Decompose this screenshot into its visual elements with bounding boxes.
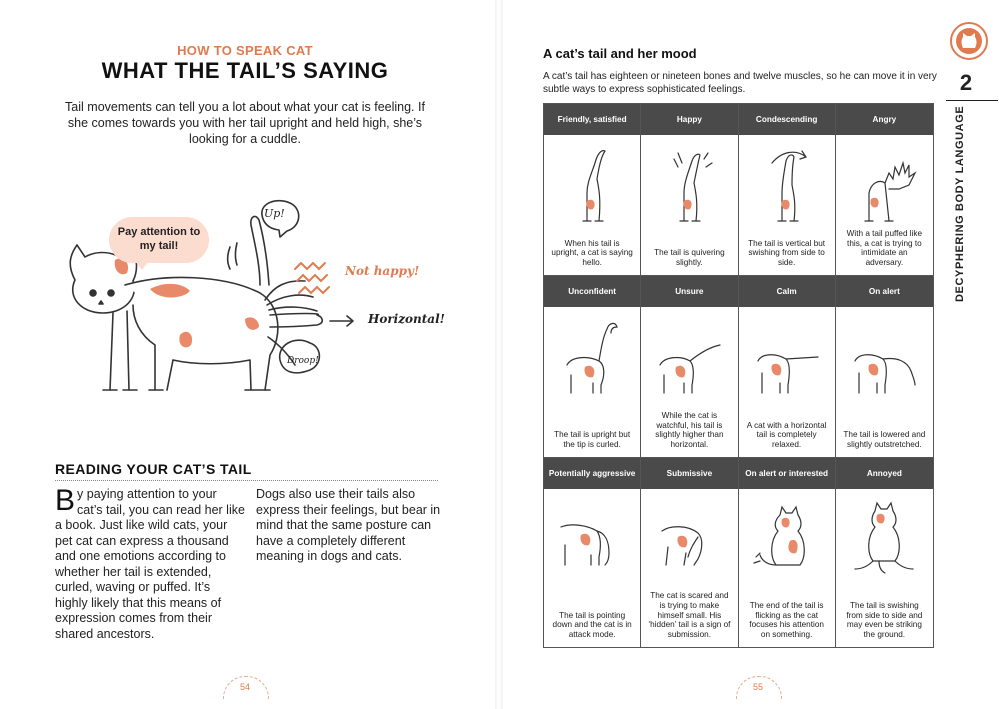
cell-caption: The tail is swishing from side to side and may even be striking the ground. xyxy=(846,600,923,640)
grid-row xyxy=(544,104,933,275)
body-column-1 xyxy=(55,484,245,642)
grid-cell-annoyed xyxy=(836,458,933,647)
grid-cell-happy xyxy=(641,104,738,275)
chapter-title: DECYPHERING BODY LANGUAGE xyxy=(954,105,966,302)
section-kicker: HOW TO SPEAK CAT xyxy=(177,43,313,58)
grid-cell-condescending xyxy=(739,104,836,275)
cell-header: Friendly, satisfied xyxy=(544,104,640,135)
grid-cell-submissive xyxy=(641,458,738,647)
table-title: A cat’s tail and her mood xyxy=(543,46,697,61)
tail-mood-grid xyxy=(543,103,934,648)
cell-caption: When his tail is upright, a cat is saying hello. xyxy=(551,238,633,268)
grid-cell-angry xyxy=(836,104,933,275)
cat-sitting-flicking-tail-icon xyxy=(752,497,822,577)
cell-caption: The cat is scared and is trying to make himself small. His ‘hidden’ tail is a sign of submission. xyxy=(648,591,731,640)
body-column-2: Dogs also use their tails also express their feelings, but bear in mind that the same posture can have a completely different meaning in dogs and cats. xyxy=(256,487,441,563)
grid-cell-unconfident xyxy=(544,276,641,457)
page-number-left: 54 xyxy=(225,682,265,692)
cell-header: On alert xyxy=(836,276,933,307)
grid-row xyxy=(544,275,933,457)
cell-caption: The tail is lowered and slightly outstretched. xyxy=(843,430,926,450)
page-number-right: 55 xyxy=(738,682,778,692)
cat-rear-puffed-tail-icon xyxy=(849,143,919,223)
grid-cell-on-alert-interested xyxy=(739,458,836,647)
cat-head-badge-icon xyxy=(950,22,988,60)
label-up: Up! xyxy=(264,207,285,220)
cat-side-raised-tail-icon xyxy=(654,315,724,395)
cat-sitting-swishing-tail-icon xyxy=(849,497,919,577)
cat-side-pointing-down-tail-icon xyxy=(557,497,627,577)
chapter-sidebar xyxy=(946,0,998,709)
cat-side-curled-tail-icon xyxy=(557,315,627,395)
cell-header: Unsure xyxy=(641,276,737,307)
cat-tail-illustration xyxy=(55,185,465,405)
cell-header: Unconfident xyxy=(544,276,640,307)
left-page xyxy=(0,0,490,709)
grid-cell-friendly xyxy=(544,104,641,275)
cat-rear-upright-tail-icon xyxy=(557,143,627,223)
drop-cap: B xyxy=(55,484,76,517)
cell-caption: The tail is vertical but swishing from side to side. xyxy=(748,238,826,268)
cell-caption: A cat with a horizontal tail is completely relaxed. xyxy=(746,420,827,450)
grid-row xyxy=(544,457,933,647)
label-horizontal: Horizontal! xyxy=(368,312,445,326)
right-page xyxy=(499,0,999,709)
body-column-1-text: y paying attention to your cat’s tail, you can read her like a book. Just like wild cats, your pet cat can express a thousand and one emotions according to whether her tail is extended, curled, waving or puffed. It’s highly likely that this means of expression comes from their shared ancestors. xyxy=(55,487,245,641)
cell-header: Potentially aggressive xyxy=(544,458,640,489)
cell-header: Happy xyxy=(641,104,737,135)
cell-header: Angry xyxy=(836,104,933,135)
cell-header: Submissive xyxy=(641,458,737,489)
chapter-number: 2 xyxy=(959,70,973,95)
speech-bubble: Pay attention to my tail! xyxy=(109,217,209,263)
cat-rear-swishing-tail-icon xyxy=(752,143,822,223)
cell-caption: The end of the tail is flicking as the cat focuses his attention on something. xyxy=(749,600,824,640)
grid-cell-calm xyxy=(739,276,836,457)
grid-cell-potentially-aggressive xyxy=(544,458,641,647)
cell-caption: The tail is quivering slightly. xyxy=(654,248,725,268)
cell-header: Condescending xyxy=(739,104,835,135)
cell-caption: With a tail puffed like this, a cat is trying to intimidate an adversary. xyxy=(846,228,923,268)
intro-paragraph: Tail movements can tell you a lot about what your cat is feeling. If she comes towards you with her tail upright and held high, she’s looking for a cuddle. xyxy=(65,100,425,146)
cell-caption: While the cat is watchful, his tail is slightly higher than horizontal. xyxy=(655,410,724,450)
grid-cell-on-alert xyxy=(836,276,933,457)
chapter-divider xyxy=(946,100,998,101)
cat-side-hidden-tail-icon xyxy=(654,497,724,577)
section-heading: READING YOUR CAT’S TAIL xyxy=(55,461,252,477)
cell-caption: The tail is upright but the tip is curled. xyxy=(554,430,631,450)
dotted-divider xyxy=(55,480,438,481)
label-droop: Droop! xyxy=(287,356,319,366)
cell-header: Annoyed xyxy=(836,458,933,489)
table-description: A cat’s tail has eighteen or nineteen bones and twelve muscles, so he can move it in very subtle ways to express sophisticated feelings. xyxy=(543,71,937,95)
cat-side-lowered-tail-icon xyxy=(849,315,919,395)
cell-header: Calm xyxy=(739,276,835,307)
page-title: WHAT THE TAIL’S SAYING xyxy=(101,58,389,83)
label-not-happy: Not happy! xyxy=(345,264,420,278)
cell-header: On alert or interested xyxy=(739,458,835,489)
cat-rear-quivering-tail-icon xyxy=(654,143,724,223)
cat-side-horizontal-tail-icon xyxy=(752,315,822,395)
cell-caption: The tail is pointing down and the cat is in attack mode. xyxy=(552,610,632,640)
cat-face-icon xyxy=(960,32,978,50)
grid-cell-unsure xyxy=(641,276,738,457)
